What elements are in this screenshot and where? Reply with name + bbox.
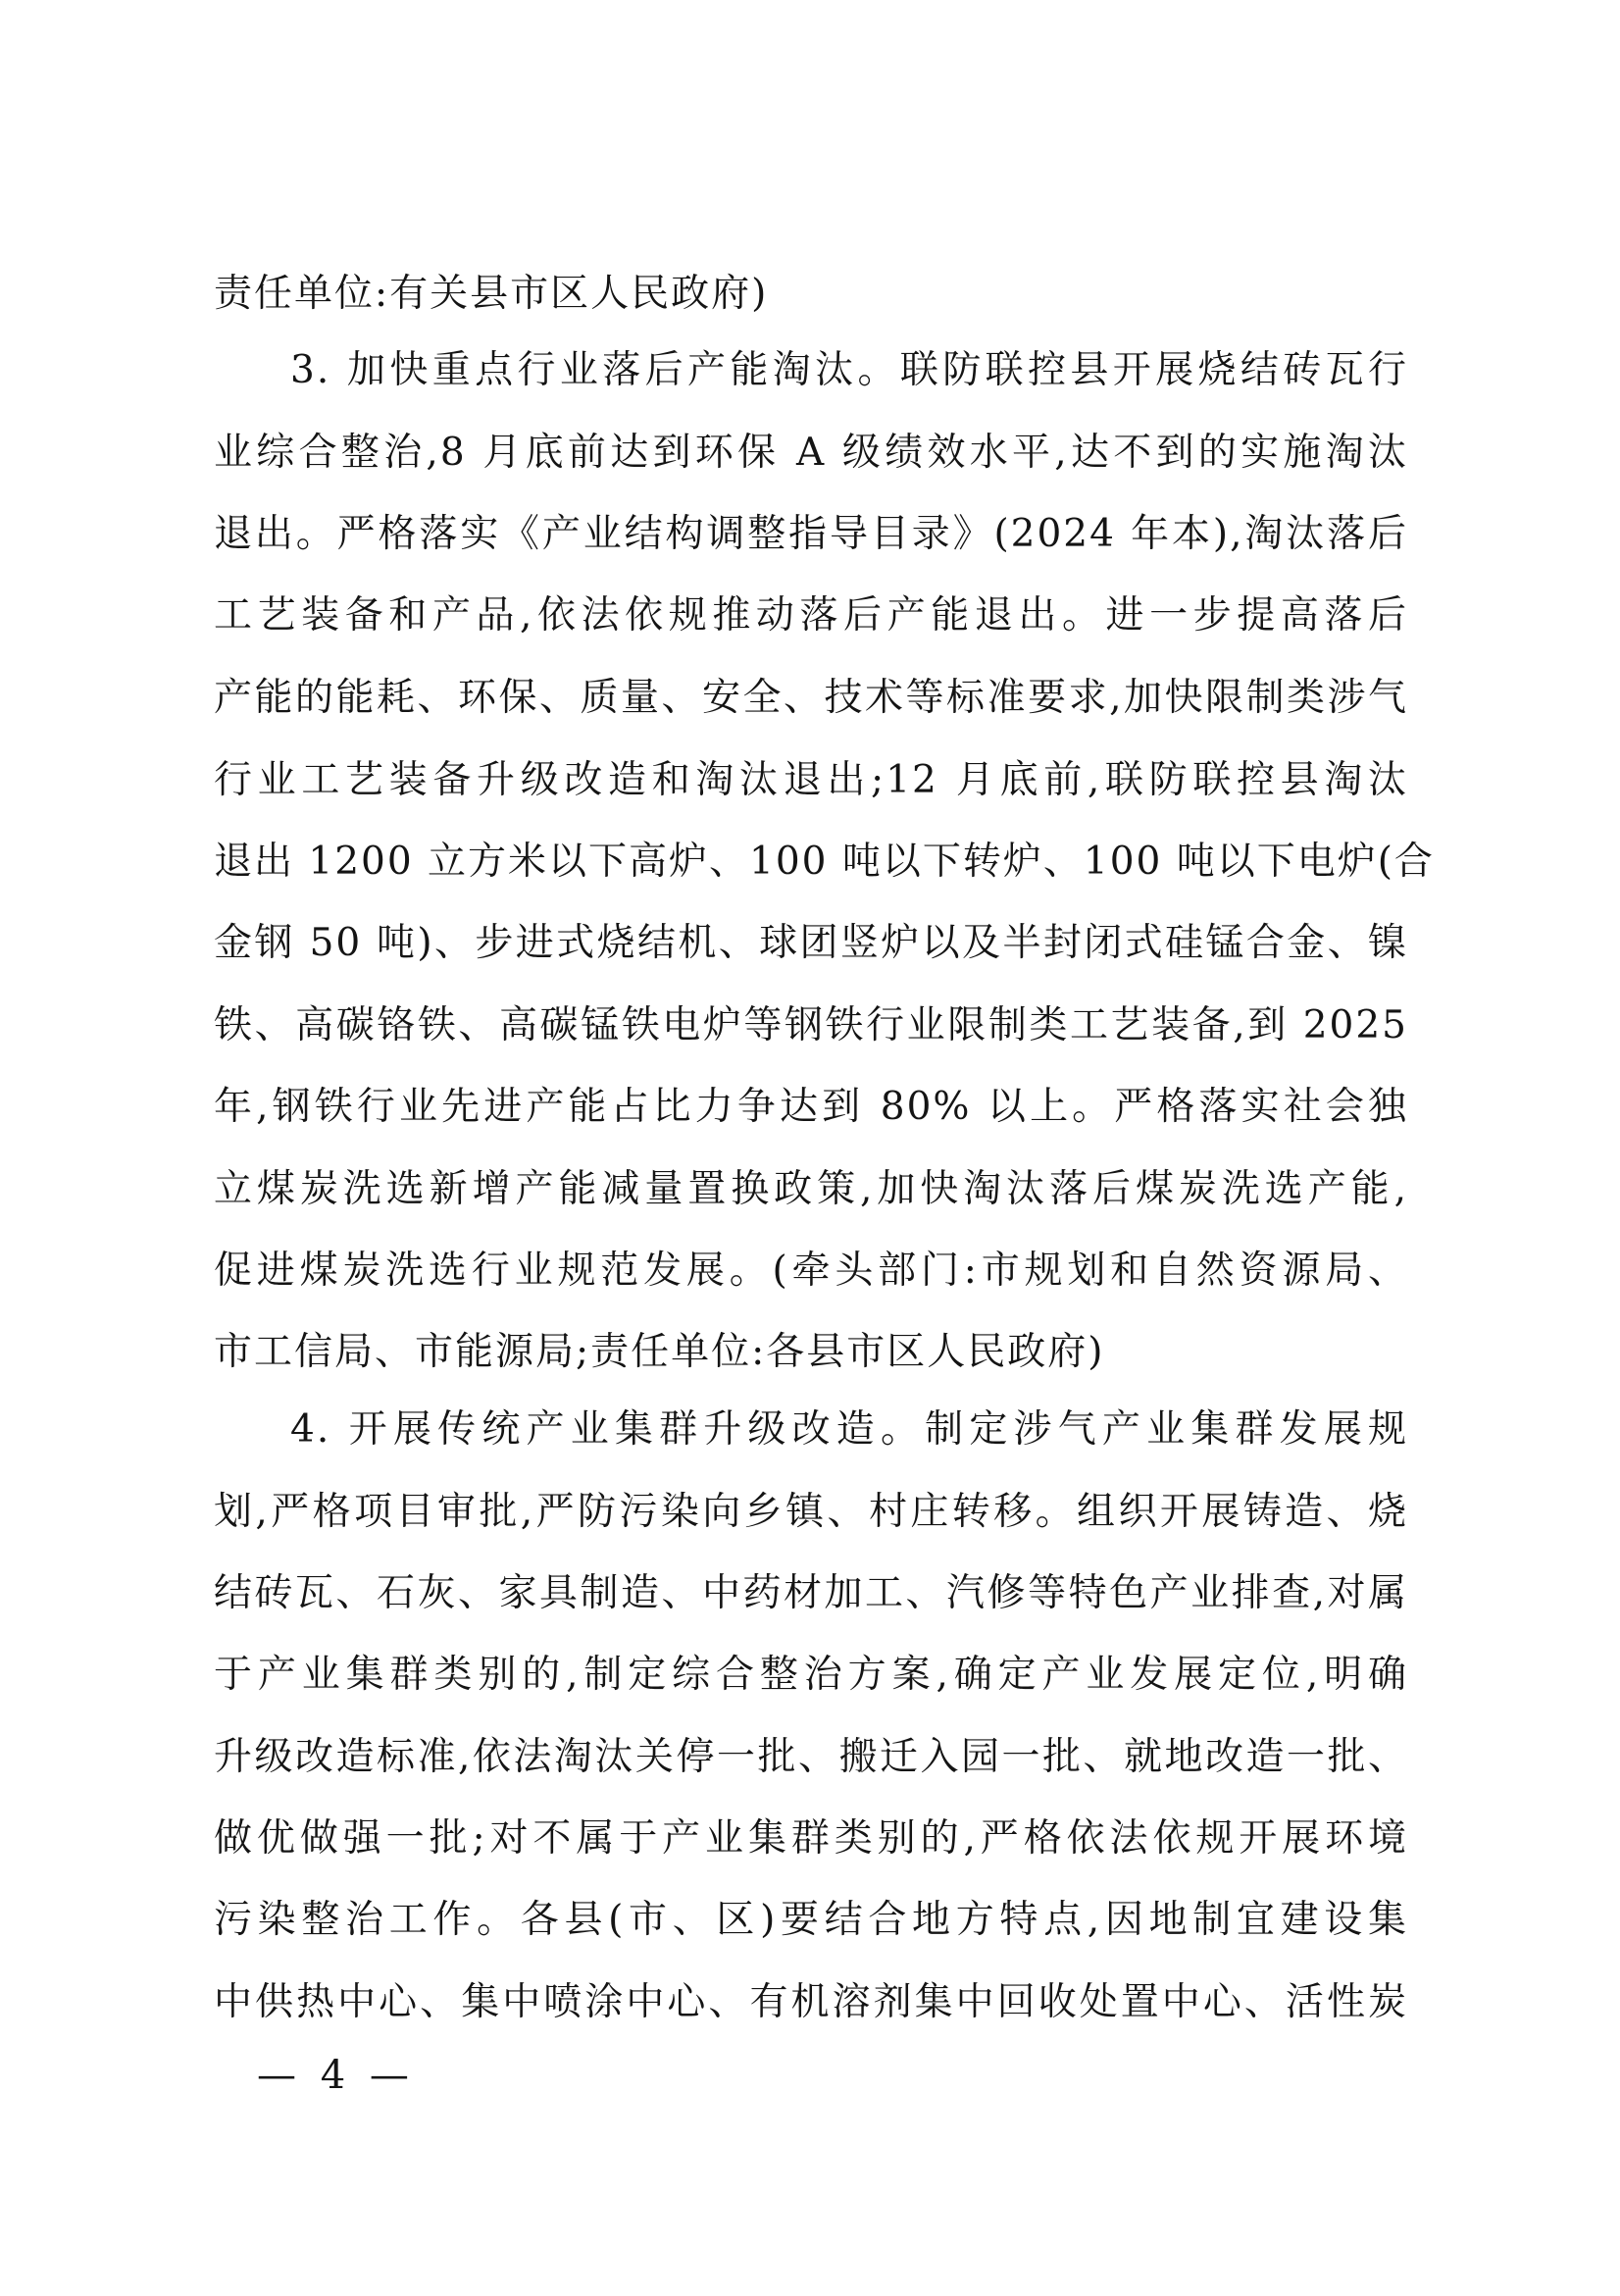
text-line: 立煤炭洗选新增产能减量置换政策,加快淘汰落后煤炭洗选产能, (214, 1167, 1408, 1211)
text-line: 结砖瓦、石灰、家具制造、中药材加工、汽修等特色产业排查,对属 (214, 1571, 1408, 1615)
text-line: 划,严格项目审批,严防污染向乡镇、村庄转移。组织开展铸造、烧 (214, 1490, 1408, 1534)
text-line: 业综合整治,8 月底前达到环保 A 级绩效水平,达不到的实施淘汰 (214, 431, 1408, 475)
page-number: — 4 — (257, 2053, 415, 2098)
text-line: 退出 1200 立方米以下高炉、100 吨以下转炉、100 吨以下电炉(合 (214, 840, 1435, 884)
text-line: 责任单位:有关县市区人民政府) (214, 272, 769, 316)
text-line: 于产业集群类别的,制定综合整治方案,确定产业发展定位,明确 (214, 1653, 1408, 1697)
text-line: 工艺装备和产品,依法依规推动落后产能退出。进一步提高落后 (214, 593, 1408, 638)
text-line: 退出。严格落实《产业结构调整指导目录》(2024 年本),淘汰落后 (214, 512, 1408, 556)
text-line: 做优做强一批;对不属于产业集群类别的,严格依法依规开展环境 (214, 1816, 1408, 1861)
paragraph-3-heading-line: 3. 加快重点行业落后产能淘汰。联防联控县开展烧结砖瓦行 (290, 348, 1408, 392)
text-line: 促进煤炭洗选行业规范发展。(牵头部门:市规划和自然资源局、 (214, 1249, 1408, 1293)
text-line: 中供热中心、集中喷涂中心、有机溶剂集中回收处置中心、活性炭 (214, 1980, 1408, 2024)
text-line: 行业工艺装备升级改造和淘汰退出;12 月底前,联防联控县淘汰 (214, 758, 1408, 802)
text-line: 污染整治工作。各县(市、区)要结合地方特点,因地制宜建设集 (214, 1898, 1408, 1942)
text-line: 产能的能耗、环保、质量、安全、技术等标准要求,加快限制类涉气 (214, 676, 1408, 720)
text-line: 金钢 50 吨)、步进式烧结机、球团竖炉以及半封闭式硅锰合金、镍 (214, 921, 1408, 965)
paragraph-4-heading-line: 4. 开展传统产业集群升级改造。制定涉气产业集群发展规 (290, 1407, 1408, 1452)
text-line: 铁、高碳铬铁、高碳锰铁电炉等钢铁行业限制类工艺装备,到 2025 (214, 1003, 1408, 1047)
text-line: 年,钢铁行业先进产能占比力争达到 80% 以上。严格落实社会独 (214, 1085, 1408, 1129)
text-line: 升级改造标准,依法淘汰关停一批、搬迁入园一批、就地改造一批、 (214, 1735, 1408, 1779)
text-line: 市工信局、市能源局;责任单位:各县市区人民政府) (214, 1330, 1105, 1374)
